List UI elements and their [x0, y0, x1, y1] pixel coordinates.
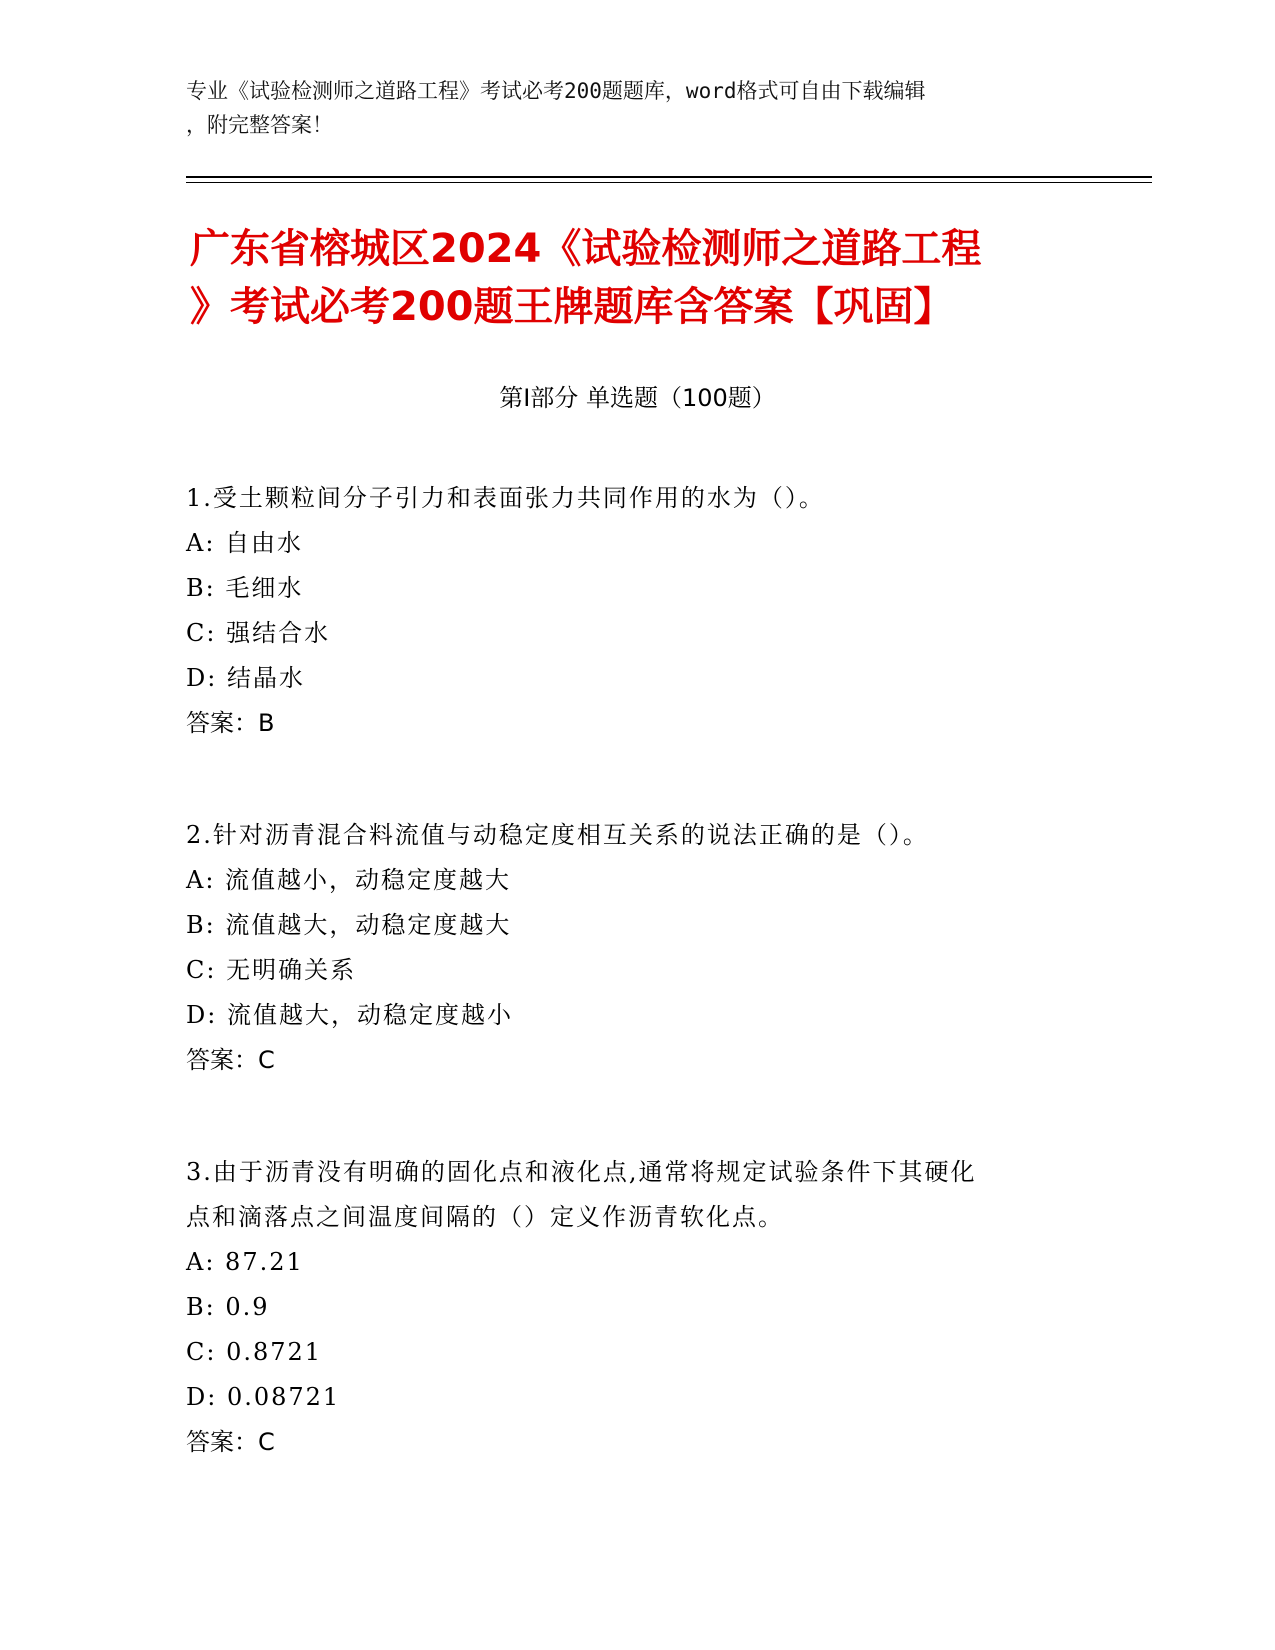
question-spacer [186, 746, 1086, 813]
option-a: A: 自由水 [186, 529, 304, 557]
question-stem-line-1: 3.由于沥青没有明确的固化点和液化点,通常将规定试验条件下其硬化 [186, 1158, 977, 1186]
option-a: A: 流值越小，动稳定度越大 [186, 866, 512, 894]
header-note [186, 74, 1066, 142]
answer-line: 答案：C [186, 1046, 275, 1074]
question-stem: 2.针对沥青混合料流值与动稳定度相互关系的说法正确的是（）。 [186, 821, 929, 849]
option-c: C: 0.8721 [186, 1338, 323, 1366]
option-c: C: 强结合水 [186, 619, 331, 647]
option-b: B: 流值越大，动稳定度越大 [186, 911, 512, 939]
document-title-line-1: 广东省榕城区2024《试验检测师之道路工程 [190, 226, 982, 272]
question-stem-line-2: 点和滴落点之间温度间隔的（）定义作沥青软化点。 [186, 1203, 784, 1231]
question-list [186, 476, 1086, 1465]
option-c: C: 无明确关系 [186, 956, 357, 984]
option-b: B: 0.9 [186, 1293, 270, 1321]
option-d: D: 流值越大，动稳定度越小 [186, 1001, 513, 1029]
question-2 [186, 813, 1086, 1083]
document-title [190, 220, 1090, 336]
question-3 [186, 1150, 1086, 1465]
answer-line: 答案：C [186, 1428, 275, 1456]
option-a: A: 87.21 [186, 1248, 304, 1276]
header-note-line-1: 专业《试验检测师之道路工程》考试必考200题题库，word格式可自由下载编辑 [186, 79, 926, 103]
question-spacer [186, 1083, 1086, 1150]
option-d: D: 0.08721 [186, 1383, 341, 1411]
header-divider-thick [186, 176, 1152, 178]
header-note-line-2: ，附完整答案！ [186, 113, 333, 137]
header-divider-thin [186, 182, 1152, 183]
option-d: D: 结晶水 [186, 664, 305, 692]
answer-line: 答案：B [186, 709, 275, 737]
section-heading: 第Ⅰ部分 单选题（100题） [499, 384, 776, 412]
option-b: B: 毛细水 [186, 574, 304, 602]
document-title-line-2: 》考试必考200题王牌题库含答案【巩固】 [190, 284, 954, 330]
question-stem: 1.受土颗粒间分子引力和表面张力共同作用的水为（）。 [186, 484, 825, 512]
question-1 [186, 476, 1086, 746]
